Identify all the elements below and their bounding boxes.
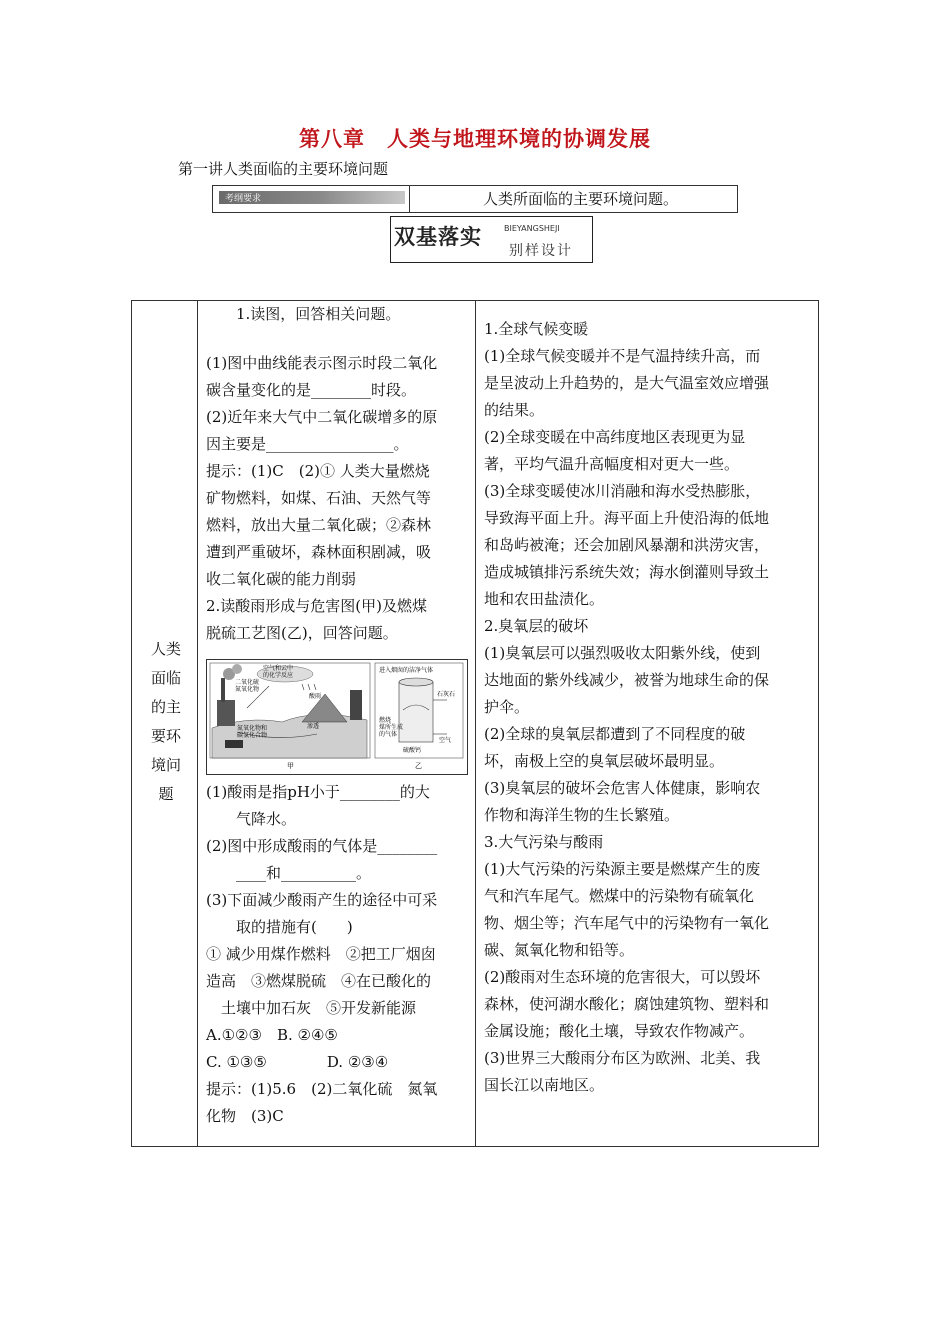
exercise-line: (2)近年来大气中二氧化碳增多的原 [206,408,438,426]
requirement-label: 考纲要求 [225,194,262,204]
knowledge-line: 3.大气污染与酸雨 [484,833,604,851]
fig-label: 石灰石 [437,691,456,698]
knowledge-line: 物、烟尘等；汽车尾气中的污染物有一氧化 [484,914,770,932]
section-logo [390,216,593,263]
knowledge-line: 和岛屿被淹；还会加剧风暴潮和洪涝灾害， [484,536,770,554]
knowledge-line: 碳、氮氧化物和铅等。 [484,941,635,959]
logo-main-text: 双基落实 [394,225,482,249]
exercise-line: 燃料，放出大量二氧化碳；②森林 [206,516,432,534]
exercise-line: 2.读酸雨形成与危害图(甲)及燃煤 [206,597,428,615]
knowledge-line: 金属设施；酸化土壤，导致农作物减产。 [484,1022,755,1040]
knowledge-line: 造成城镇排污系统失效；海水倒灌则导致土 [484,563,770,581]
exercise-line: 造高 ③燃煤脱硫 ④在已酸化的 [206,972,432,990]
fig-label: 酸雨 [309,693,322,700]
knowledge-line: 2.臭氧层的破坏 [484,617,589,635]
knowledge-cell [476,301,818,1146]
tree-shape [350,690,362,720]
desulfurizer-tank [399,682,433,742]
knowledge-line: 护伞。 [484,698,530,716]
acid-rain-diagram [207,660,467,774]
exercise-line: 因主要是_________________。 [206,435,409,453]
exercise-line [206,328,468,350]
fig-label: 的化学反应 [263,672,294,679]
knowledge-line: 森林，使河湖水酸化；腐蚀建筑物、塑料和 [484,995,770,1013]
knowledge-line: 达地面的紫外线减少，被誉为地球生命的保 [484,671,770,689]
fig-label: 渗透 [307,723,320,730]
exercise-line: C. ①③⑤ D. ②③④ [206,1053,389,1071]
exercise-line: ____和__________。 [206,864,372,882]
topic-line: 人类 [150,640,181,658]
topic-line: 要环 [150,727,181,745]
exercise-line: (1)图中曲线能表示图示时段二氧化 [206,354,438,372]
fig-label: 碳氢化合物 [237,732,268,739]
topic-line: 题 [158,785,174,803]
exercise-line: 碳含量变化的是________时段。 [206,381,417,399]
exercise-line: (3)下面减少酸雨产生的途径中可采 [206,891,438,909]
fig-label: 二氧化硫 [235,679,260,686]
exercise-line: 矿物燃料，如煤、石油、天然气等 [206,489,432,507]
topic-cell [132,301,198,1146]
tank-top [399,678,433,686]
smoke-cloud-2 [232,664,242,674]
knowledge-line: 气和汽车尾气。燃煤中的污染物有硫氧化 [484,887,755,905]
knowledge-line: 国长江以南地区。 [484,1076,605,1094]
knowledge-line: 1.全球气候变暖 [484,320,589,338]
car-shape [225,740,243,748]
exercise-line: 提示：(1)5.6 (2)二氧化硫 氮氧 [206,1080,438,1098]
page-title: 第八章 人类与地理环境的协调发展 [299,127,651,151]
knowledge-line: 导致海平面上升。海平面上升使沿海的低地 [484,509,770,527]
knowledge-line: 坏，南极上空的臭氧层破坏最明显。 [484,752,725,770]
exercise-line: 收二氧化碳的能力削弱 [206,570,357,588]
fig-label: 煤所生成 [379,724,404,731]
topic-line: 面临 [150,669,181,687]
fig-label: 的气体 [379,731,398,738]
content-table [131,300,819,1147]
fig-label: 氮氧化物和 [237,725,268,732]
knowledge-line: 著，平均气温升高幅度相对更大一些。 [484,455,740,473]
knowledge-line: (3)世界三大酸雨分布区为欧洲、北美、我 [484,1049,761,1067]
fig-label: 进入烟囱的洁净气体 [379,667,434,674]
topic-line: 的主 [150,698,181,716]
acid-rain-figure [206,659,468,775]
exercise-line: A.①②③ B. ②④⑤ [206,1026,338,1044]
fig-label: 空气 [439,737,452,744]
topic-line: 境问 [150,756,181,774]
exercise-line: 化物 (3)C [206,1107,284,1125]
exercise-line: 土壤中加石灰 ⑤开发新能源 [206,999,417,1017]
knowledge-line: 作物和海洋生物的生长繁殖。 [484,806,680,824]
knowledge-line: (1)全球气候变暖并不是气温持续升高，而 [484,347,761,365]
fig-label: 硫酸钙 [403,747,422,754]
knowledge-line: 地和农田盐渍化。 [484,590,605,608]
requirement-label-cell [213,186,410,212]
knowledge-line: (2)酸雨对生态环境的危害很大，可以毁坏 [484,968,761,986]
requirement-label-bar [219,191,405,204]
fig-label: 氮氧化物 [235,686,260,693]
caption-yi: 乙 [415,762,422,770]
logo-sub-text: 别样设计 [509,243,573,259]
requirement-text: 人类所面临的主要环境问题。 [483,190,679,208]
logo-pinyin: BIEYANGSHEJI [504,224,560,233]
knowledge-line: (1)臭氧层可以强烈吸收太阳紫外线，使到 [484,644,761,662]
section-subtitle: 第一讲人类面临的主要环境问题 [178,160,389,178]
knowledge-line: (2)全球变暖在中高纬度地区表现更为显 [484,428,746,446]
fig-label: 燃烧 [379,717,392,724]
knowledge-line: 是呈波动上升趋势的，是大气温室效应增强 [484,374,770,392]
topic-label [146,635,186,809]
knowledge-line: (3)全球变暖使冰川消融和海水受热膨胀， [484,482,761,500]
exercise-line: (1)酸雨是指pH小于________的大 [206,783,430,801]
knowledge-line: 的结果。 [484,401,545,419]
fig-label: 空气和云中 [263,665,294,672]
knowledge-line: (3)臭氧层的破坏会危害人体健康，影响农 [484,779,761,797]
exercise-line: 1.读图，回答相关问题。 [206,305,401,323]
exercise-line: 脱硫工艺图(乙)，回答问题。 [206,624,398,642]
knowledge-line: (2)全球的臭氧层都遭到了不同程度的破 [484,725,746,743]
exercise-line: 取的措施有( ) [206,918,353,936]
exercise-line: (2)图中形成酸雨的气体是________ [206,837,438,855]
factory-shape [217,700,235,726]
exercise-cell [198,301,476,1146]
exercise-line: ① 减少用煤作燃料 ②把工厂烟囱 [206,945,436,963]
exercise-line: 气降水。 [206,810,297,828]
knowledge-line: (1)大气污染的污染源主要是燃煤产生的废 [484,860,761,878]
chimney-shape [221,678,225,702]
requirement-box [212,185,738,213]
exercise-line: 提示：(1)C (2)① 人类大量燃烧 [206,462,430,480]
exercise-line: 遭到严重破坏，森林面积剧减，吸 [206,543,432,561]
caption-jia: 甲 [287,762,294,770]
